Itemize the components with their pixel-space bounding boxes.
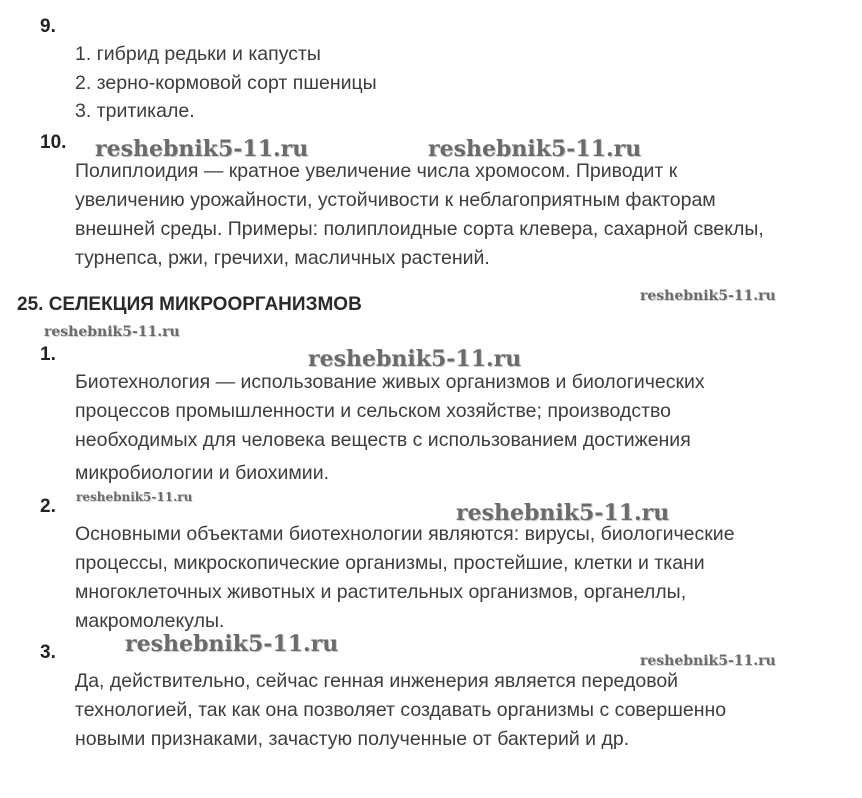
q10-line-1: Полиплоидия — кратное увеличение числа хромосом. Приводит к [75, 160, 678, 182]
a3-number: 3. [40, 642, 56, 663]
a1-number: 1. [40, 344, 56, 365]
q10-number: 10. [40, 132, 67, 153]
watermark: reshebnik5-11.ru [640, 653, 776, 669]
watermark: reshebnik5-11.ru [95, 136, 309, 162]
a1-line-4: микробиологии и биохимии. [75, 462, 330, 484]
a2-line-3: многоклеточных животных и растительных организмов, органеллы, [75, 581, 687, 603]
a2-number: 2. [40, 496, 56, 517]
watermark: reshebnik5-11.ru [428, 136, 642, 162]
section-title: 25. СЕЛЕКЦИЯ МИКРООРГАНИЗМОВ [17, 294, 362, 315]
q10-line-2: увеличению урожайности, устойчивости к неблагоприятным факторам [75, 189, 716, 211]
watermark: reshebnik5-11.ru [640, 288, 776, 304]
q9-line-2: 2. зерно-кормовой сорт пшеницы [75, 72, 377, 94]
a2-line-4: макромолекулы. [75, 610, 225, 632]
q9-line-3: 3. тритикале. [75, 100, 195, 122]
watermark: reshebnik5-11.ru [456, 500, 670, 526]
a1-line-1: Биотехнология — использование живых организмов и биологических [75, 371, 705, 393]
watermark: reshebnik5-11.ru [44, 324, 180, 340]
a1-line-2: процессов промышленности и сельском хозяйстве; производство [75, 400, 671, 422]
a2-line-1: Основными объектами биотехнологии являются: вирусы, биологические [75, 523, 735, 545]
a1-line-3: необходимых для человека веществ с использованием достижения [75, 429, 691, 451]
a3-line-3: новыми признаками, зачастую полученные от бактерий и др. [75, 728, 630, 750]
watermark: reshebnik5-11.ru [308, 346, 522, 372]
q10-line-4: турнепса, ржи, гречихи, масличных растений. [75, 247, 490, 269]
a3-line-2: технологией, так как она позволяет создавать организмы с совершенно [75, 699, 727, 721]
a2-line-2: процессы, микроскопические организмы, простейшие, клетки и ткани [75, 552, 705, 574]
q10-line-3: внешней среды. Примеры: полиплоидные сорта клевера, сахарной свеклы, [75, 218, 764, 240]
q9-number: 9. [40, 16, 56, 37]
a3-line-1: Да, действительно, сейчас генная инженерия является передовой [75, 670, 679, 692]
q9-line-1: 1. гибрид редьки и капусты [75, 43, 321, 65]
watermark: reshebnik5-11.ru [125, 631, 339, 657]
watermark: reshebnik5-11.ru [76, 490, 193, 504]
